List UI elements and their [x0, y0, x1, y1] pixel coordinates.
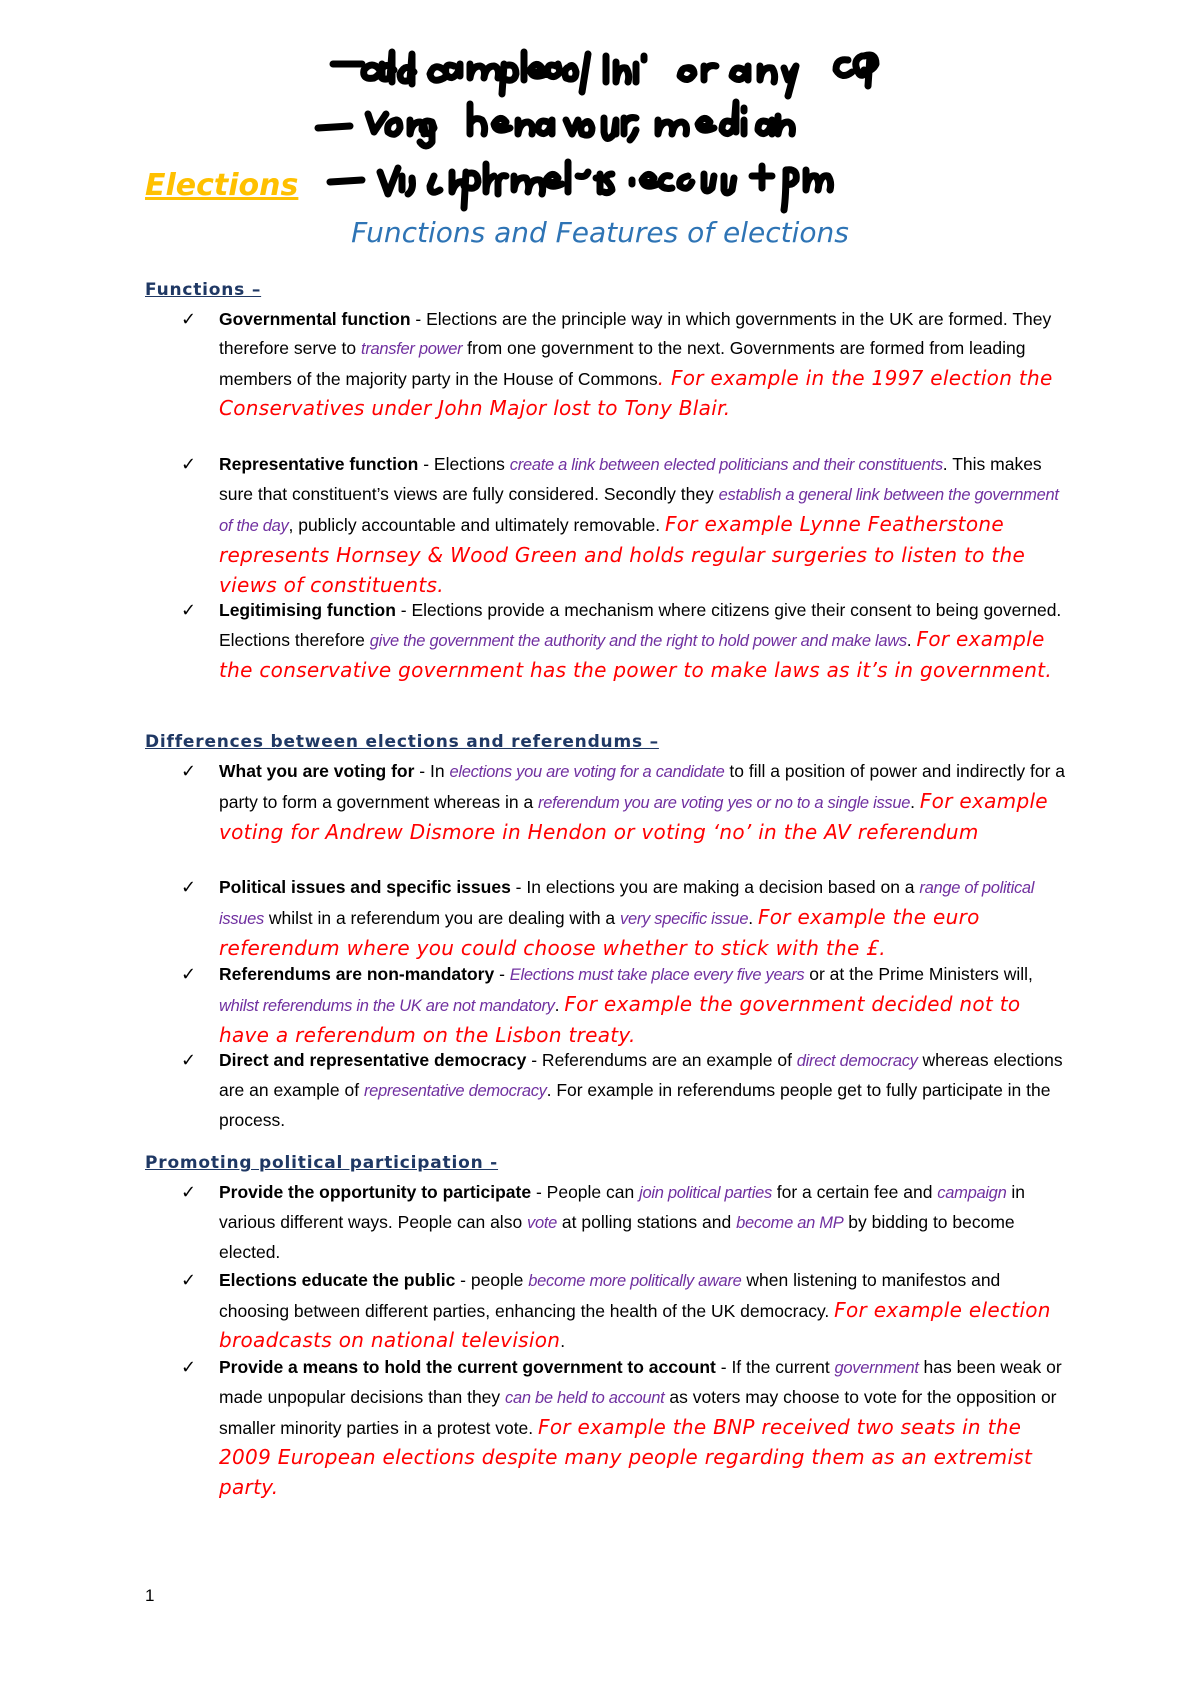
section-heading-differences: Differences between elections and referendums –: [145, 732, 659, 752]
list-item-political-issues: ✓ Political issues and specific issues - In elections you are making a decision based on a range of political issues whilst in a referendum you are dealing with a very specific issue. For example the euro referendum where you could choose whether to stick with the £.: [145, 873, 1070, 964]
list-item-legitimising-function: ✓ Legitimising function - Elections provide a mechanism where citizens give their consent to being governed. Elections therefore give the government the authority and the right to hold power and make laws. For example the conservative government has the power to make laws as it’s in government.: [145, 596, 1070, 686]
section-heading-participation: Promoting political participation -: [145, 1153, 499, 1173]
list-item-hold-government-to-account: ✓ Provide a means to hold the current government to account - If the current government has been weak or made unpopular decisions than they can be held to account as voters may choose to vote for the opposition or smaller minority parties in a protest vote. For example the BNP received two seats in the 2009 European elections despite many people regarding them as an extremist party.: [145, 1353, 1070, 1503]
check-mark-icon: ✓: [181, 1357, 197, 1378]
check-mark-icon: ✓: [181, 1270, 197, 1291]
check-mark-icon: ✓: [181, 1050, 197, 1071]
check-mark-icon: ✓: [181, 761, 197, 782]
list-item-what-you-are-voting-for: ✓ What you are voting for - In elections you are voting for a candidate to fill a position of power and indirectly for a party to form a government whereas in a referendum you are voting yes or no to a single issue. For example voting for Andrew Dismore in Hendon or voting ‘no’ in the AV referendum: [145, 757, 1070, 848]
list-item-direct-representative-democracy: ✓ Direct and representative democracy - Referendums are an example of direct democracy whereas elections are an example of representative democracy. For example in referendums people get to fully participate in the process.: [145, 1046, 1070, 1135]
check-mark-icon: ✓: [181, 600, 197, 621]
document-subtitle: Functions and Features of elections: [351, 216, 849, 249]
check-mark-icon: ✓: [181, 964, 197, 985]
check-mark-icon: ✓: [181, 309, 197, 330]
check-mark-icon: ✓: [181, 1182, 197, 1203]
document-title: Elections: [145, 168, 299, 203]
list-item-educate-the-public: ✓ Elections educate the public - people become more politically aware when listening to manifestos and choosing between different parties, enhancing the health of the UK democracy. For example election broadcasts on national television.: [145, 1266, 1070, 1356]
list-item-non-mandatory: ✓ Referendums are non-mandatory - Elections must take place every five years or at the Prime Ministers will, whilst referendums in the UK are not mandatory. For example the government decided not to have a referendum on the Lisbon treaty.: [145, 960, 1070, 1051]
check-mark-icon: ✓: [181, 454, 197, 475]
page-number: 1: [145, 1586, 155, 1605]
section-heading-functions: Functions –: [145, 280, 262, 300]
list-item-governmental-function: ✓ Governmental function - Elections are the principle way in which governments in the UK are formed. They therefore serve to transfer power from one government to the next. Governments are formed from leading members of the majority party in the House of Commons. For example in the 1997 election the Conservatives under John Major lost to Tony Blair.: [145, 305, 1070, 424]
list-item-opportunity-to-participate: ✓ Provide the opportunity to participate - People can join political parties for a certain fee and campaign in various different ways. People can also vote at polling stations and become an MP by bidding to become elected.: [145, 1178, 1070, 1267]
check-mark-icon: ✓: [181, 877, 197, 898]
list-item-representative-function: ✓ Representative function - Elections create a link between elected politicians and their constituents. This makes sure that constituent’s views are fully considered. Secondly they establish a general link between the government of the day, publicly accountable and ultimately removable. For example Lynne Featherstone represents Hornsey & Wood Green and holds regular surgeries to listen to the views of constituents.: [145, 450, 1070, 601]
